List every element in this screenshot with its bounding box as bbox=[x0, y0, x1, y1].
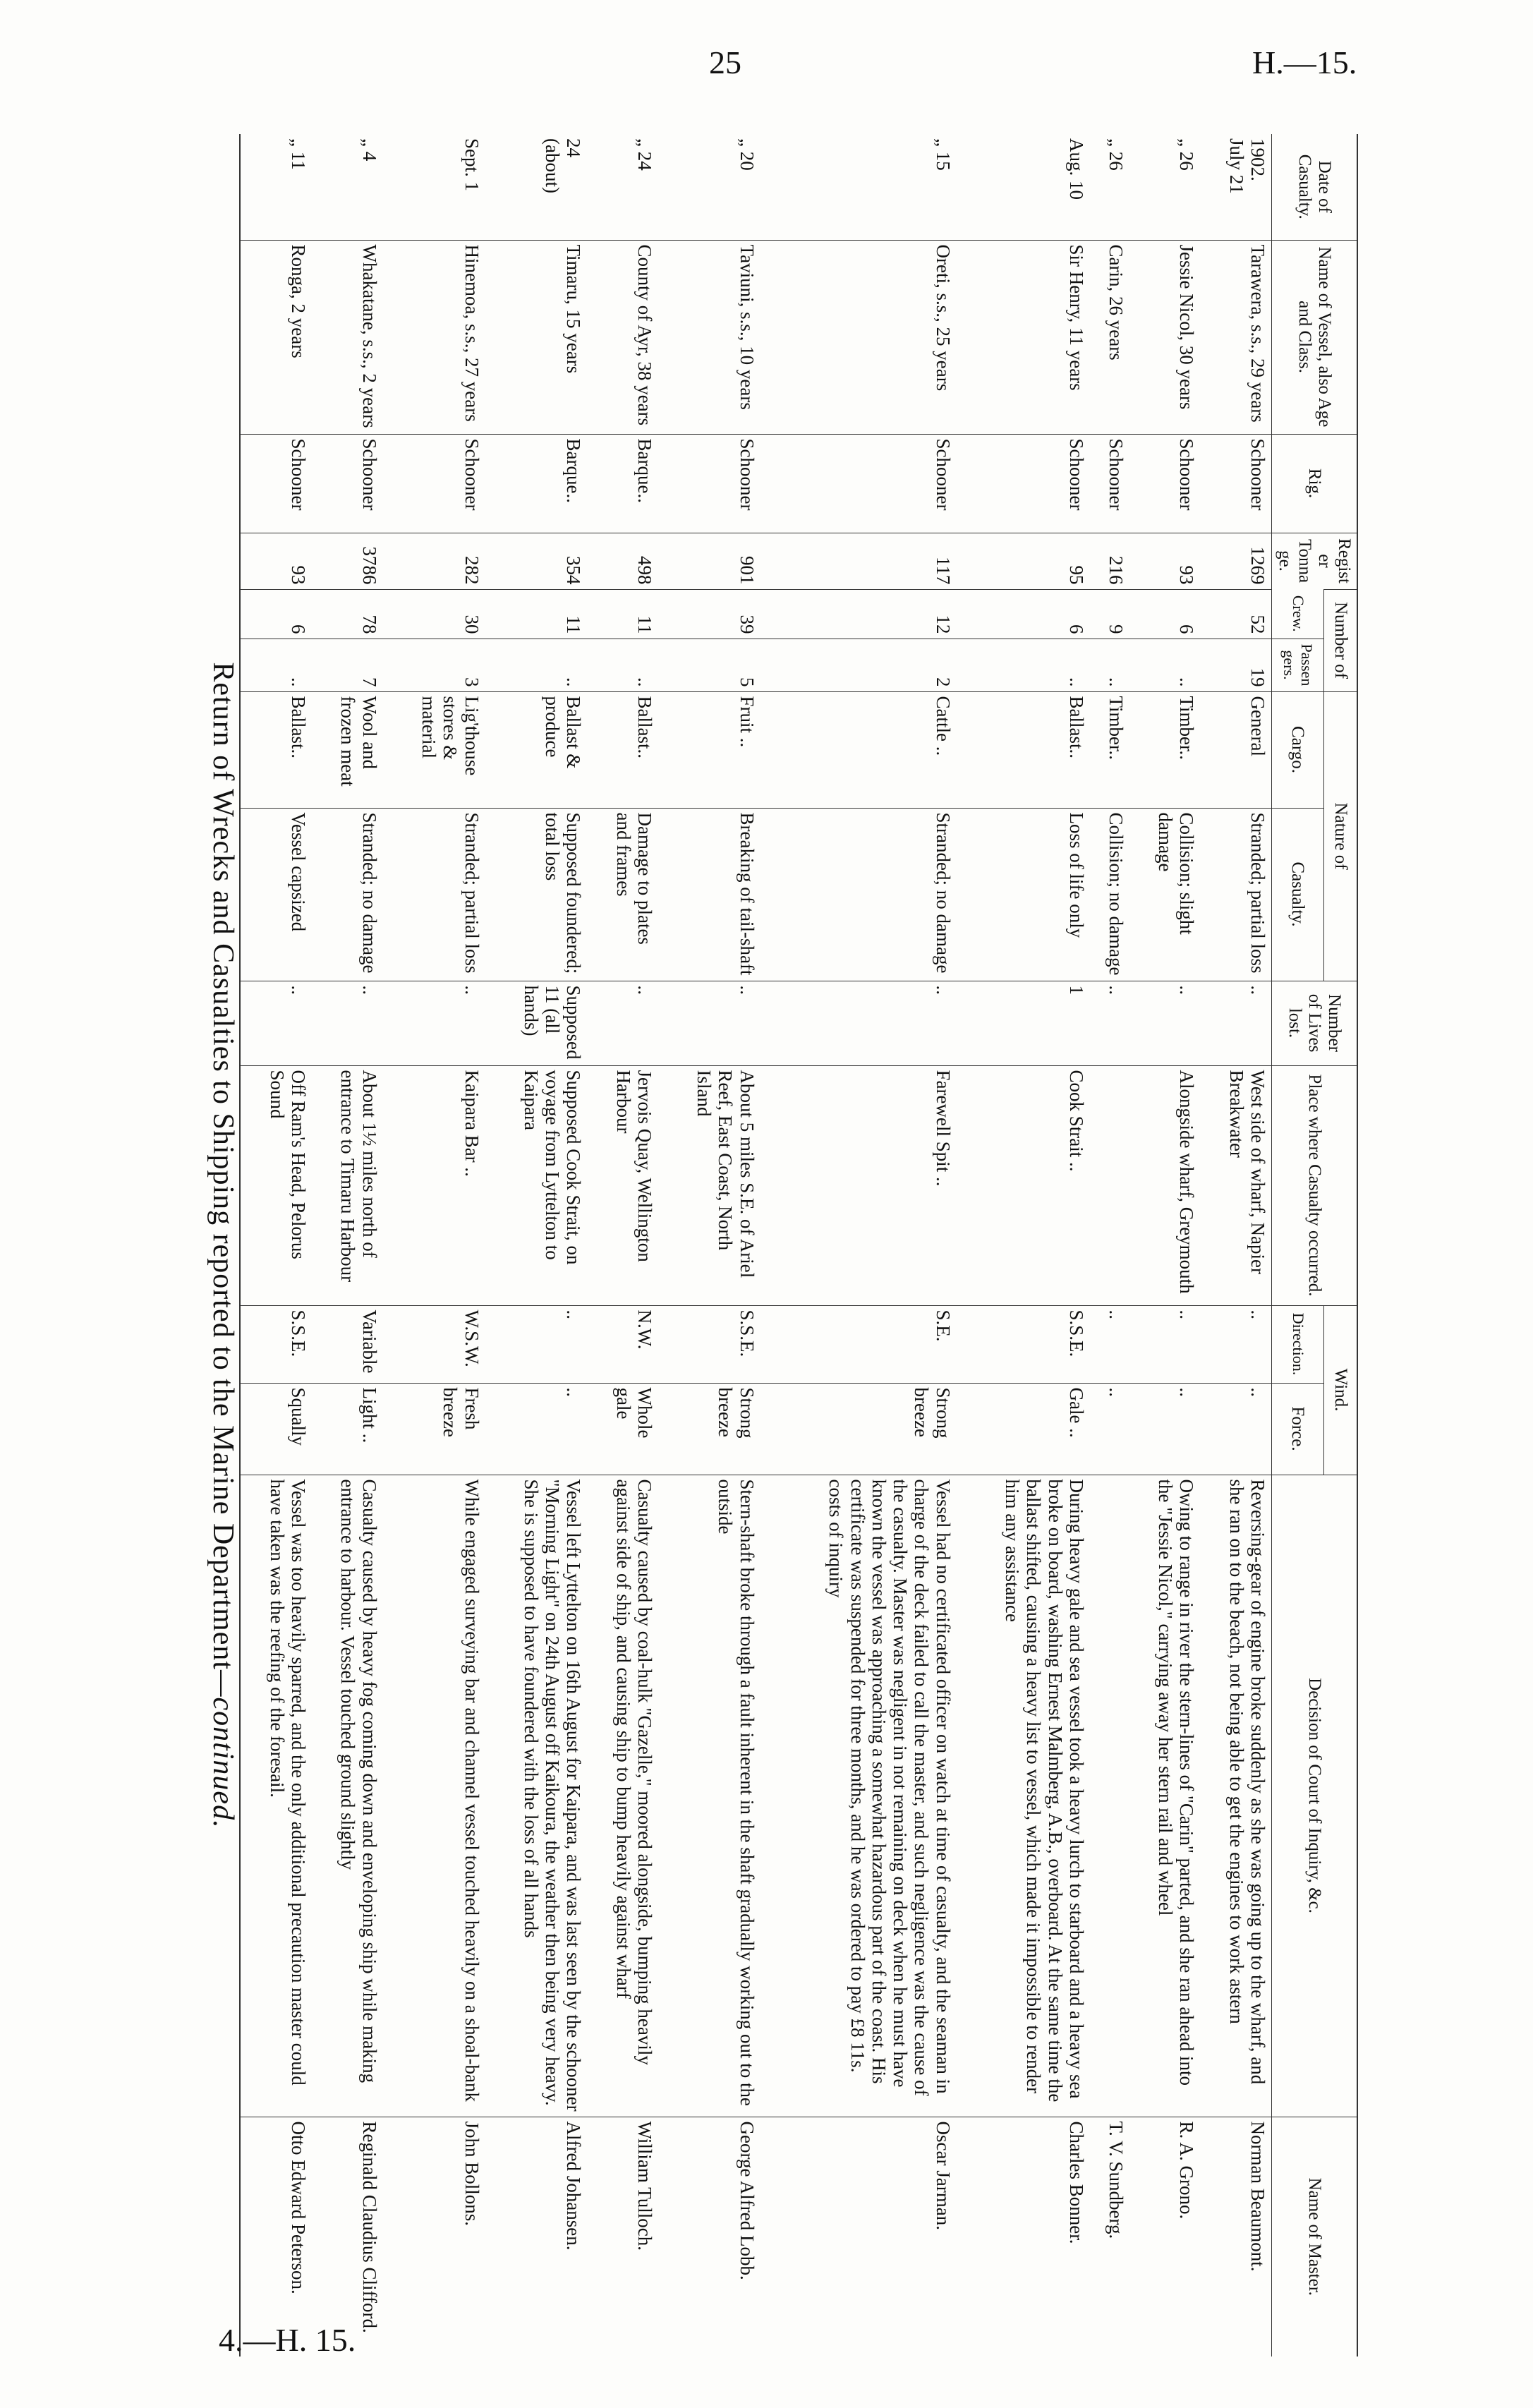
header-place: Place where Casualty occurred. bbox=[1272, 1065, 1358, 1305]
row-wind-direction: S.E. bbox=[761, 1305, 957, 1383]
row-place: About 1½ miles north of entrance to Timaru Harbour bbox=[312, 1065, 382, 1305]
row-wind-force: .. bbox=[1200, 1383, 1271, 1475]
row-lives-lost: .. bbox=[587, 981, 658, 1065]
row-crew: 39 bbox=[658, 589, 761, 639]
row-rig: Schooner bbox=[957, 434, 1090, 533]
row-vessel: Hinemoa, s.s., 27 years bbox=[383, 240, 485, 434]
row-decision: Vessel had no certificated officer on watch at time of casualty, and the seaman in charge of the deck failed to call the master, and such negligence was the cause of the casualty. Master was negligent in not remaining on deck when he must have known the vessel was approaching a somewhat hazardous part of the coast. His certificate was suspended for three months, and he was ordered to pay £8 11s. costs of inquiry bbox=[761, 1475, 957, 2117]
table-row bbox=[383, 134, 485, 2356]
title-main: Return of Wrecks and Casualties to Shipping reported to the Marine Department bbox=[207, 662, 239, 1671]
row-date: „ 20 bbox=[736, 138, 758, 171]
header-passengers: Passengers. bbox=[1272, 639, 1324, 691]
row-crew: 30 bbox=[383, 589, 485, 639]
header-lives-lost: Number of Lives lost. bbox=[1272, 981, 1358, 1065]
row-date: „ 11 bbox=[240, 134, 312, 240]
row-place: Off Ram's Head, Pelorus Sound bbox=[240, 1065, 312, 1305]
row-crew: 12 bbox=[761, 589, 957, 639]
row-master: William Tulloch. bbox=[587, 2117, 658, 2356]
table-row bbox=[1090, 134, 1129, 2356]
row-lives-lost: Supposed 11 (all hands) bbox=[485, 981, 588, 1065]
row-master: John Bollons. bbox=[383, 2117, 485, 2356]
row-wind-force: Light .. bbox=[312, 1383, 382, 1475]
row-master: Norman Beaumont. bbox=[1200, 2117, 1271, 2356]
row-crew: 6 bbox=[1129, 589, 1200, 639]
row-rig: Schooner bbox=[383, 434, 485, 533]
row-date: „ 24 bbox=[634, 138, 655, 171]
row-date: 24 (about) bbox=[542, 138, 585, 193]
row-lives-lost: .. bbox=[1090, 981, 1129, 1065]
row-wind-direction: S.S.E. bbox=[658, 1305, 761, 1383]
row-casualty: Vessel capsized bbox=[240, 808, 312, 981]
row-crew: 11 bbox=[587, 589, 658, 639]
row-casualty: Supposed foundered; total loss bbox=[485, 808, 588, 981]
row-tonnage: 498 bbox=[587, 533, 658, 589]
row-rig: Schooner bbox=[1129, 434, 1200, 533]
row-cargo: Ballast.. bbox=[587, 691, 658, 808]
header-nature-of: Nature of bbox=[1323, 691, 1357, 981]
row-passengers: 19 bbox=[1200, 639, 1271, 691]
row-rig: Schooner bbox=[1090, 434, 1129, 533]
row-decision: Reversing-gear of engine broke suddenly as she was going up to the wharf, and she ran on to the beach, not being able to get the engines to work astern bbox=[1200, 1475, 1271, 2117]
row-master: Oscar Jarman. bbox=[761, 2117, 957, 2356]
header-casualty: Casualty. bbox=[1272, 808, 1324, 981]
row-rig: Schooner bbox=[1200, 434, 1271, 533]
row-date: „ 4 bbox=[358, 138, 380, 162]
row-wind-direction: .. bbox=[1200, 1305, 1271, 1383]
row-tonnage: 354 bbox=[485, 533, 588, 589]
row-lives-lost: .. bbox=[383, 981, 485, 1065]
row-wind-direction: N.W. bbox=[587, 1305, 658, 1383]
row-casualty: Collision; no damage bbox=[1090, 808, 1129, 981]
row-place: West side of wharf, Napier Breakwater bbox=[1200, 1065, 1271, 1305]
header-force: Force. bbox=[1272, 1383, 1324, 1475]
row-wind-force: Squally bbox=[240, 1383, 312, 1475]
header-number-of: Number of bbox=[1323, 589, 1357, 691]
row-wind-force: Strong breeze bbox=[761, 1383, 957, 1475]
table-row bbox=[957, 134, 1090, 2356]
row-tonnage: 3786 bbox=[312, 533, 382, 589]
row-passengers: .. bbox=[587, 639, 658, 691]
title-suffix: —continued. bbox=[207, 1670, 239, 1829]
table-row bbox=[1200, 134, 1271, 2356]
row-wind-direction: S.S.E. bbox=[240, 1305, 312, 1383]
row-cargo: Cattle .. bbox=[761, 691, 957, 808]
row-cargo: Fruit .. bbox=[658, 691, 761, 808]
row-tonnage: 216 bbox=[1090, 533, 1129, 589]
row-tonnage: 93 bbox=[1129, 533, 1200, 589]
header-cargo: Cargo. bbox=[1272, 691, 1324, 808]
row-date: 1902. July 21 bbox=[1225, 138, 1268, 194]
row-vessel: Timaru, 15 years bbox=[485, 240, 588, 434]
row-tonnage: 901 bbox=[658, 533, 761, 589]
row-passengers: 5 bbox=[658, 639, 761, 691]
row-cargo: Timber.. bbox=[1090, 691, 1129, 808]
row-tonnage: 282 bbox=[383, 533, 485, 589]
row-cargo: Timber.. bbox=[1129, 691, 1200, 808]
header-decision: Decision of Court of Inquiry, &c. bbox=[1272, 1475, 1358, 2117]
row-wind-direction: .. bbox=[1090, 1305, 1129, 1383]
row-rig: Schooner bbox=[761, 434, 957, 533]
table-body bbox=[240, 134, 1271, 2356]
row-vessel: Oreti, s.s., 25 years bbox=[761, 240, 957, 434]
row-rig: Schooner bbox=[312, 434, 382, 533]
row-wind-force: .. bbox=[1129, 1383, 1200, 1475]
row-casualty: Stranded; no damage bbox=[761, 808, 957, 981]
row-wind-force: .. bbox=[485, 1383, 588, 1475]
row-lives-lost: .. bbox=[312, 981, 382, 1065]
row-date: Sept. 1 bbox=[461, 138, 483, 192]
row-place: Kaipara Bar .. bbox=[383, 1065, 485, 1305]
row-decision: Vessel was too heavily sparred, and the only additional precaution master could have taken was the reefing of the foresail. bbox=[240, 1475, 312, 2117]
rotated-table-page bbox=[145, 134, 1358, 2356]
row-place: About 5 miles S.E. of Ariel Reef, East Coast, North Island bbox=[658, 1065, 761, 1305]
row-casualty: Collision; slight damage bbox=[1129, 808, 1200, 981]
casualties-table bbox=[239, 134, 1358, 2356]
row-decision bbox=[1090, 1475, 1129, 2117]
header-master: Name of Master. bbox=[1272, 2117, 1358, 2356]
header-row-1 bbox=[1323, 134, 1357, 2356]
row-crew: 6 bbox=[240, 589, 312, 639]
row-place bbox=[1090, 1065, 1129, 1305]
row-tonnage: 93 bbox=[240, 533, 312, 589]
row-casualty: Stranded; no damage bbox=[312, 808, 382, 981]
row-place: Jervois Quay, Wellington Harbour bbox=[587, 1065, 658, 1305]
header-wind: Wind. bbox=[1323, 1305, 1357, 1475]
row-rig: Schooner bbox=[240, 434, 312, 533]
row-vessel: Carin, 26 years bbox=[1090, 240, 1129, 434]
row-vessel: Ronga, 2 years bbox=[240, 240, 312, 434]
row-crew: 52 bbox=[1200, 589, 1271, 639]
row-place: Supposed Cook Strait, on voyage from Lyttelton to Kaipara bbox=[485, 1065, 588, 1305]
row-place: Alongside wharf, Greymouth bbox=[1129, 1065, 1200, 1305]
row-master: Reginald Claudius Clifford. bbox=[312, 2117, 382, 2356]
row-lives-lost: .. bbox=[658, 981, 761, 1065]
table-row bbox=[587, 134, 658, 2356]
row-wind-force: Fresh breeze bbox=[383, 1383, 485, 1475]
row-crew: 11 bbox=[485, 589, 588, 639]
row-decision: While engaged surveying bar and channel vessel touched heavily on a shoal-bank bbox=[383, 1475, 485, 2117]
row-passengers: 3 bbox=[383, 639, 485, 691]
row-place: Cook Strait .. bbox=[957, 1065, 1090, 1305]
table-row bbox=[761, 134, 957, 2356]
row-vessel: Sir Henry, 11 years bbox=[957, 240, 1090, 434]
row-master: Charles Bonner. bbox=[957, 2117, 1090, 2356]
header-date: Date of Casualty. bbox=[1272, 134, 1358, 240]
row-decision: Stern-shaft broke through a fault inherent in the shaft gradually working out to the outside bbox=[658, 1475, 761, 2117]
row-wind-direction: Variable bbox=[312, 1305, 382, 1383]
row-date: Aug. 10 bbox=[1065, 138, 1087, 200]
row-passengers: .. bbox=[485, 639, 588, 691]
row-master: Alfred Johansen. bbox=[485, 2117, 588, 2356]
table-row bbox=[1129, 134, 1200, 2356]
row-cargo: Ballast.. bbox=[957, 691, 1090, 808]
row-lives-lost: .. bbox=[1200, 981, 1271, 1065]
row-tonnage: 1269 bbox=[1200, 533, 1271, 589]
row-passengers: 7 bbox=[312, 639, 382, 691]
row-decision: During heavy gale and sea vessel took a heavy lurch to starboard and a heavy sea broke on board, washing Ernest Malmberg, A.B., overboard. At the same time the ballast shifted, causing a heavy list to vessel, which made it impossible to render him any assistance bbox=[957, 1475, 1090, 2117]
header-vessel: Name of Vessel, also Age and Class. bbox=[1272, 240, 1358, 434]
row-decision: Casualty caused by coal-hulk "Gazelle," moored alongside, bumping heavily against side of ship, and causing ship to bump heavily against wharf bbox=[587, 1475, 658, 2117]
row-cargo: Wool and frozen meat bbox=[312, 691, 382, 808]
row-lives-lost: .. bbox=[1129, 981, 1200, 1065]
row-wind-force: Gale .. bbox=[957, 1383, 1090, 1475]
row-wind-direction: W.S.W. bbox=[383, 1305, 485, 1383]
row-passengers: .. bbox=[957, 639, 1090, 691]
row-master: R. A. Grono. bbox=[1129, 2117, 1200, 2356]
row-rig: Barque.. bbox=[485, 434, 588, 533]
row-vessel: Whakatane, s.s., 2 years bbox=[312, 240, 382, 434]
row-casualty: Breaking of tail-shaft bbox=[658, 808, 761, 981]
row-passengers: .. bbox=[1090, 639, 1129, 691]
row-place: Farewell Spit .. bbox=[761, 1065, 957, 1305]
row-crew: 6 bbox=[957, 589, 1090, 639]
row-rig: Schooner bbox=[658, 434, 761, 533]
row-decision: Vessel left Lyttelton on 16th August for Kaipara, and was last seen by the schooner "Morning Light" on 24th August off Kaikoura, the weather then being very heavy. She is supposed to have foundered with the loss of all hands bbox=[485, 1475, 588, 2117]
row-decision: Casualty caused by heavy fog coming down and enveloping ship while making entrance to harbour. Vessel touched ground slightly bbox=[312, 1475, 382, 2117]
table-row bbox=[658, 134, 761, 2356]
row-vessel: Tarawera, s.s., 29 years bbox=[1200, 240, 1271, 434]
row-date: „ 26 bbox=[1176, 138, 1198, 171]
row-master: George Alfred Lobb. bbox=[658, 2117, 761, 2356]
row-casualty: Stranded; partial loss bbox=[1200, 808, 1271, 981]
table-row bbox=[485, 134, 588, 2356]
row-master: T. V. Sundberg. bbox=[1090, 2117, 1129, 2356]
row-casualty: Damage to plates and frames bbox=[587, 808, 658, 981]
table-row bbox=[240, 134, 312, 2356]
row-cargo: Lig'thouse stores & material bbox=[383, 691, 485, 808]
header-crew: Crew. bbox=[1272, 589, 1324, 639]
row-decision: Owing to range in river the stern-lines of "Carin" parted, and she ran ahead into the "Jessie Nicol," carrying away her stern rail and wheel bbox=[1129, 1475, 1200, 2117]
row-wind-force: .. bbox=[1090, 1383, 1129, 1475]
row-crew: 78 bbox=[312, 589, 382, 639]
row-lives-lost: 1 bbox=[957, 981, 1090, 1065]
page-number: 25 bbox=[709, 44, 741, 80]
row-wind-direction: .. bbox=[485, 1305, 588, 1383]
row-lives-lost: .. bbox=[240, 981, 312, 1065]
row-vessel: County of Ayr, 38 years bbox=[587, 240, 658, 434]
row-cargo: General bbox=[1200, 691, 1271, 808]
row-master: Otto Edward Peterson. bbox=[240, 2117, 312, 2356]
row-passengers: 2 bbox=[761, 639, 957, 691]
row-vessel: Taviuni, s.s., 10 years bbox=[658, 240, 761, 434]
row-date: „ 26 bbox=[1105, 138, 1127, 171]
header-rig: Rig. bbox=[1272, 434, 1358, 533]
header-tonnage: Register Tonnage. bbox=[1272, 533, 1358, 589]
row-cargo: Ballast.. bbox=[240, 691, 312, 808]
row-passengers: .. bbox=[240, 639, 312, 691]
row-vessel: Jessie Nicol, 30 years bbox=[1129, 240, 1200, 434]
row-date: „ 15 bbox=[932, 138, 954, 171]
row-passengers: .. bbox=[1129, 639, 1200, 691]
row-casualty: Loss of life only bbox=[957, 808, 1090, 981]
row-casualty: Stranded; partial loss bbox=[383, 808, 485, 981]
row-cargo: Ballast & produce bbox=[485, 691, 588, 808]
row-lives-lost: .. bbox=[761, 981, 957, 1065]
row-crew: 9 bbox=[1090, 589, 1129, 639]
table-title bbox=[206, 134, 240, 2356]
row-tonnage: 95 bbox=[957, 533, 1090, 589]
row-wind-force: Strong breeze bbox=[658, 1383, 761, 1475]
row-wind-direction: .. bbox=[1129, 1305, 1200, 1383]
row-wind-direction: S.S.E. bbox=[957, 1305, 1090, 1383]
row-wind-force: Whole gale bbox=[587, 1383, 658, 1475]
row-tonnage: 117 bbox=[761, 533, 957, 589]
header-direction: Direction. bbox=[1272, 1305, 1324, 1383]
row-rig: Barque.. bbox=[587, 434, 658, 533]
bottom-reference: 4.—H. 15. bbox=[219, 2322, 356, 2358]
document-reference: H.—15. bbox=[1252, 44, 1357, 80]
table-row bbox=[312, 134, 382, 2356]
